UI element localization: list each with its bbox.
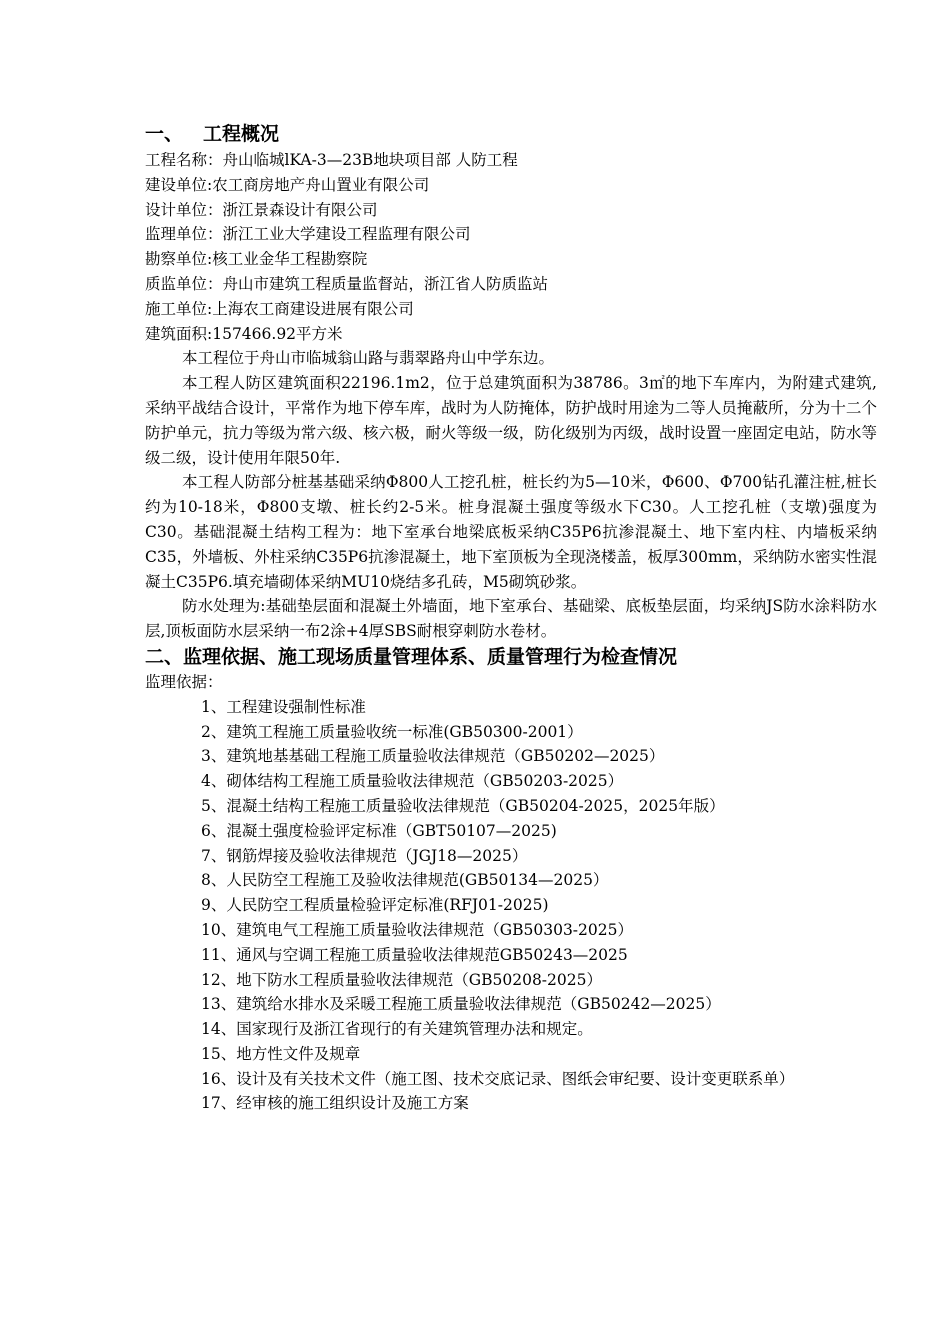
section-1-heading xyxy=(145,120,877,148)
basis-item: 16、设计及有关技术文件（施工图、技术交底记录、图纸会审纪要、设计变更联系单） xyxy=(201,1069,795,1088)
project-info-contractor: 施工单位:上海农工商建设进展有限公司 xyxy=(145,299,414,318)
basis-item: 10、建筑电气工程施工质量验收法律规范（GB50303-2025） xyxy=(201,920,633,939)
basis-item: 17、经审核的施工组织设计及施工方案 xyxy=(201,1094,469,1113)
basis-item: 2、建筑工程施工质量验收统一标准(GB50300-2001） xyxy=(201,722,583,741)
paragraph-waterproofing: 防水处理为:基础垫层面和混凝土外墙面，地下室承台、基础梁、底板垫层面，均采纳JS防水涂料防水层,顶板面防水层采纳一布2涂+4厚SBS耐根穿刺防水卷材。 xyxy=(145,597,877,641)
basis-item: 8、人民防空工程施工及验收法律规范(GB50134—2025） xyxy=(201,871,609,890)
project-info-list xyxy=(145,148,877,346)
basis-item: 14、国家现行及浙江省现行的有关建筑管理办法和规定。 xyxy=(201,1020,593,1039)
project-info-supervisor: 监理单位：浙江工业大学建设工程监理有限公司 xyxy=(145,225,471,244)
basis-list xyxy=(145,695,877,1117)
basis-item: 7、钢筋焊接及验收法律规范（JGJ18—2025） xyxy=(201,846,528,865)
basis-item: 9、人民防空工程质量检验评定标准(RFJ01-2025) xyxy=(201,896,549,915)
project-info-designer: 设计单位：浙江景森设计有限公司 xyxy=(145,200,378,219)
paragraph-location: 本工程位于舟山市临城翁山路与翡翠路舟山中学东边。 xyxy=(182,349,555,368)
basis-item: 15、地方性文件及规章 xyxy=(201,1044,361,1063)
basis-item: 6、混凝土强度检验评定标准（GBT50107—2025) xyxy=(201,821,557,840)
project-info-surveyor: 勘察单位:核工业金华工程勘察院 xyxy=(145,250,368,269)
basis-item: 4、砌体结构工程施工质量验收法律规范（GB50203-2025） xyxy=(201,772,624,791)
project-info-name: 工程名称：舟山临城lKA-3—23B地块项目部 人防工程 xyxy=(145,151,518,169)
basis-item: 13、建筑给水排水及采暖工程施工质量验收法律规范（GB50242—2025） xyxy=(201,995,721,1014)
project-info-area: 建筑面积:157466.92平方米 xyxy=(145,324,343,343)
basis-item: 1、工程建设强制性标准 xyxy=(201,697,366,716)
paragraph-civil-defense: 本工程人防区建筑面积22196.1m2，位于总建筑面积为38786。3㎡的地下车库内，为附建式建筑,采纳平战结合设计，平常作为地下停车库，战时为人防掩体，防护战时用途为二等人员掩蔽所，分为十二个防护单元，抗力等级为常六级、核六极，耐火等级一级，防化级别为丙级，战时设置一座固定电站，防水等级二级，设计使用年限50年. xyxy=(145,374,877,467)
paragraph-foundation: 本工程人防部分桩基基础采纳Φ800人工挖孔桩，桩长约为5—10米，Φ600、Φ700钻孔灌注桩,桩长约为10-18米，Φ800支墩、桩长约2-5米。桩身混凝土强度等级水下C30。人工挖孔桩（支墩)强度为C30。基础混凝土结构工程为：地下室承台地梁底板采纳C35P6抗渗混凝土、地下室内柱、内墙板采纳C35，外墙板、外柱采纳C35P6抗渗混凝土，地下室顶板为全现浇楼盖，板厚300mm，采纳防水密实性混凝土C35P6.填充墙砌体采纳MU10烧结多孔砖，M5砌筑砂浆。 xyxy=(145,473,877,591)
section-2-subtitle: 监理依据： xyxy=(145,672,223,691)
basis-item: 11、通风与空调工程施工质量验收法律规范GB50243—2025 xyxy=(201,945,628,964)
section-2-heading: 二、监理依据、施工现场质量管理体系、质量管理行为检查情况 xyxy=(145,645,678,668)
basis-item: 12、地下防水工程质量验收法律规范（GB50208-2025） xyxy=(201,970,602,989)
project-info-quality-station: 质监单位：舟山市建筑工程质量监督站，浙江省人防质监站 xyxy=(145,274,549,293)
basis-item: 5、混凝土结构工程施工质量验收法律规范（GB50204-2025，2025年版） xyxy=(201,796,725,815)
section-1-title: 工程概况 xyxy=(203,123,280,145)
project-info-owner: 建设单位:农工商房地产舟山置业有限公司 xyxy=(145,175,430,194)
basis-item: 3、建筑地基基础工程施工质量验收法律规范（GB50202—2025） xyxy=(201,747,665,766)
document-page xyxy=(145,120,877,1116)
section-1-number: 一、 xyxy=(145,123,184,145)
